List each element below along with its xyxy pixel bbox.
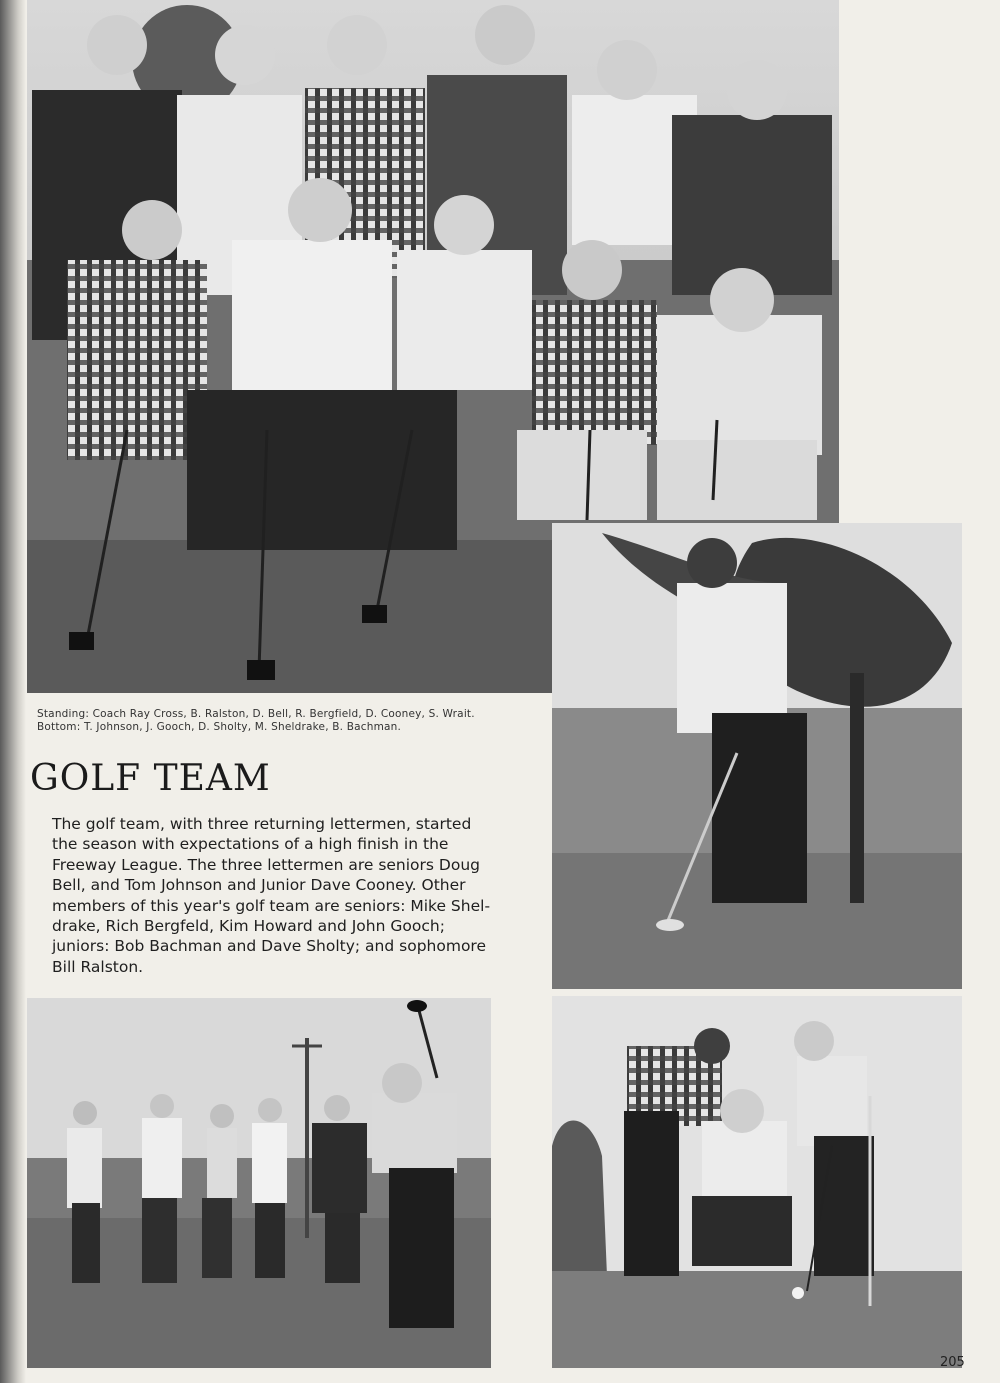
golfer-driving-photo xyxy=(27,998,491,1368)
body-line: Bell, and Tom Johnson and Junior Dave Cooney. Other xyxy=(52,876,466,895)
photo-caption xyxy=(37,708,537,734)
page-binding-shadow xyxy=(0,0,26,1383)
body-line: the season with expectations of a high finish in the xyxy=(52,835,449,854)
body-line: The golf team, with three returning lettermen, started xyxy=(52,815,472,833)
body-line: Bill Ralston. xyxy=(52,957,144,976)
golfer-chipping-photo xyxy=(552,523,962,989)
body-line: juniors: Bob Bachman and Dave Sholty; and sophomore xyxy=(52,937,486,956)
article-body xyxy=(52,814,532,977)
caption-bottom-line: Bottom: T. Johnson, J. Gooch, D. Sholty, M. Sheldrake, B. Bachman. xyxy=(37,721,402,733)
page-heading: GOLF TEAM xyxy=(30,758,271,799)
page-number: 205 xyxy=(940,1355,965,1370)
body-line: members of this year's golf team are seniors: Mike Shel- xyxy=(52,896,491,915)
body-line: Freeway League. The three lettermen are seniors Doug xyxy=(52,855,480,874)
golfers-putting-photo xyxy=(552,996,962,1368)
caption-standing-line: Standing: Coach Ray Cross, B. Ralston, D. Bell, R. Bergfield, D. Cooney, S. Wrait. xyxy=(37,708,475,720)
body-line: drake, Rich Bergfeld, Kim Howard and John Gooch; xyxy=(52,917,445,936)
